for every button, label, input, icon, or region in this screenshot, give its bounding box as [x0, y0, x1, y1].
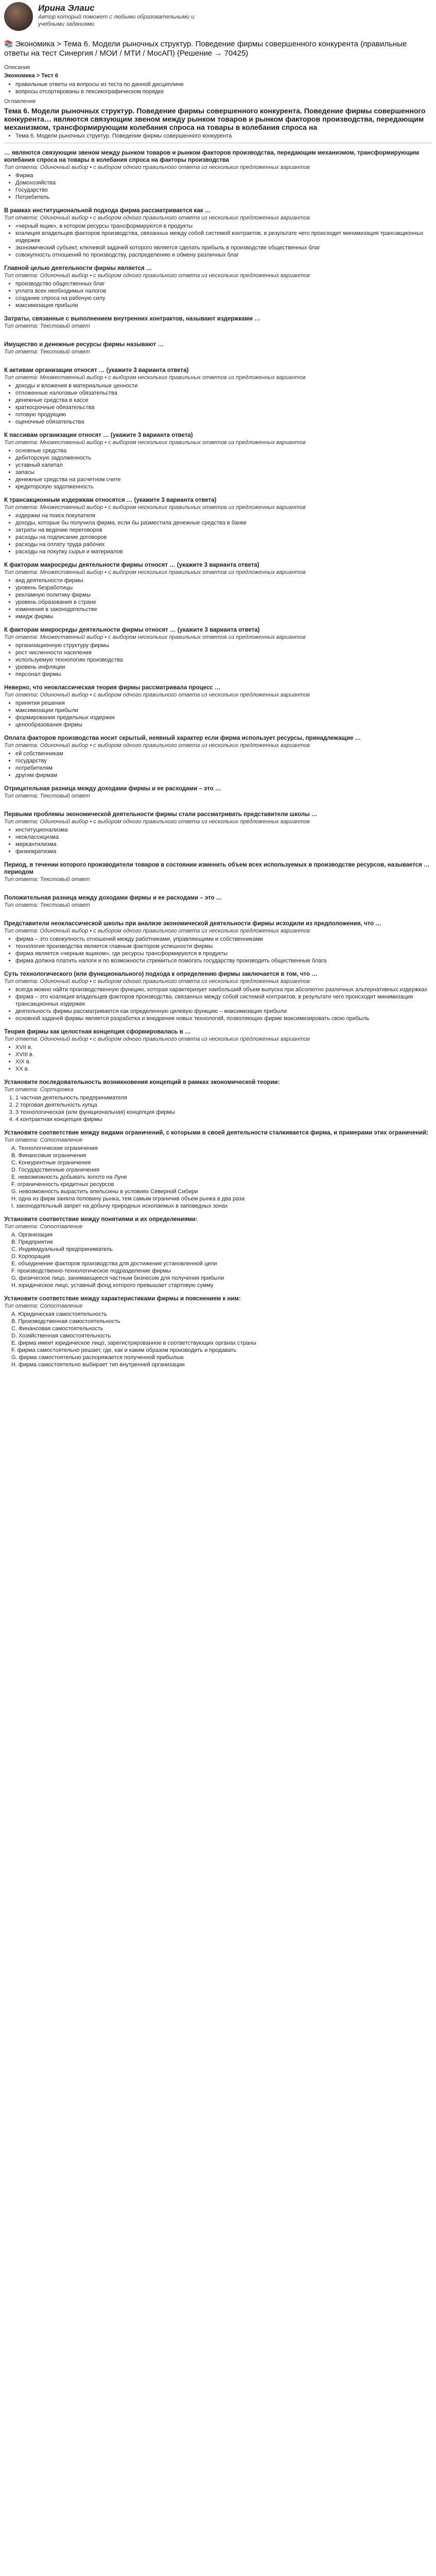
question-text: Установите соответствие между понятиями и их определениями:: [4, 1216, 198, 1223]
answer-option: • краткосрочные обязательства: [15, 404, 432, 411]
answer-option: • денежные средства в кассе: [15, 397, 432, 404]
question-text: Представители неоклассической школы при анализе экономической деятельности фирмы исходили из предположения, что …: [4, 921, 381, 927]
answer-option: D. Государственные ограничения: [11, 1167, 99, 1173]
question-text: В рамках институциональной подхода фирма рассматривается как …: [4, 208, 211, 214]
answer-option: • расходы на покупку сырья и материалов: [15, 548, 432, 555]
question-block: [4, 684, 432, 728]
page-title-text: Экономика > Тема 6. Модели рыночных структур. Поведение фирмы совершенного конкурента (правильные ответы на тест Синергия / МОИ / МТИ / МосАП) (Решение → 70425): [4, 40, 407, 58]
question-block: [4, 1216, 432, 1289]
answer-option: • физиократизма: [15, 848, 432, 855]
toc-list: [4, 132, 432, 140]
description-label: Описание: [4, 64, 30, 71]
question-block: [4, 971, 432, 1022]
answer-type: Тип ответа: Одиночный выбор • с выбором одного правильного ответа из нескольких предложенных вариантов: [4, 928, 310, 934]
answer-option: • коалиция владельцев факторов производства, связанных между собой системой контрактов, в результате чего происходит минимизация трансакционных издержек: [15, 230, 432, 244]
answer-option: • денежные средства на расчетном счете: [15, 476, 432, 483]
answer-type: Тип ответа: Текстовый ответ: [4, 793, 90, 799]
question-block: [4, 1129, 432, 1210]
answer-option: H. юридическое лицо, уставный фонд которого превышает стартовую сумму: [11, 1282, 214, 1289]
answer-option: E. невозможность добывать золото на Луне: [11, 1174, 127, 1180]
answer-option: C. Конкурентные ограничения: [11, 1160, 91, 1166]
question-block: [4, 1079, 432, 1123]
answer-options: [4, 826, 432, 855]
question-text: Установите соответствие между характеристиками фирмы и пояснением к ним:: [4, 1296, 241, 1302]
answer-option: F. ограниченность кредитных ресурсов: [11, 1181, 114, 1188]
answer-options: [4, 1094, 432, 1123]
answer-type: Тип ответа: Сопоставление: [4, 1137, 83, 1143]
question-text: Суть технологического (или функционального) подхода к определению фирмы заключается в том, что …: [4, 971, 318, 977]
answer-type: Тип ответа: Текстовый ответ: [4, 323, 90, 329]
answer-option: • деятельность фирмы рассматривается как определенную целевую функцию – максимизация прибыли: [15, 1008, 432, 1015]
question-block: [4, 626, 432, 678]
answer-option: • фирма – это совокупность отношений между работниками, управляющими и собственниками: [15, 936, 432, 943]
answer-option: • дебиторскую задолженность: [15, 454, 432, 462]
author-name[interactable]: Ирина Элаис: [38, 3, 95, 13]
answer-option: • XX в.: [15, 1065, 432, 1073]
answer-option: • организационную структуру фирмы: [15, 642, 432, 649]
answer-option: • XIX в.: [15, 1058, 432, 1065]
page-title: [4, 39, 432, 58]
answer-option: 4. 4 контрактная концепция фирмы: [15, 1116, 432, 1123]
answer-type: Тип ответа: Одиночный выбор • с выбором одного правильного ответа из нескольких предложенных вариантов: [4, 978, 310, 985]
answer-option: • создание спроса на рабочую силу: [15, 295, 432, 302]
question-text: Главной целью деятельности фирмы является …: [4, 265, 152, 272]
footer-space: [4, 1368, 432, 1379]
answer-option: • XVII в.: [15, 1044, 432, 1051]
answer-options: [4, 1145, 432, 1210]
answer-option: • оценочные обязательства: [15, 418, 432, 426]
answer-option: E. объединение факторов производства для достижения установленной цели: [11, 1261, 217, 1267]
question-text: Первыми проблемы экономической деятельности фирмы стали рассматривать представители школы …: [4, 811, 318, 818]
answer-option: • уровень безработицы: [15, 584, 432, 591]
answer-option: • ей собственникам: [15, 750, 432, 757]
answer-option: • запасы: [15, 469, 432, 476]
answer-options: [4, 223, 432, 259]
answer-option: • готовую продукцию: [15, 411, 432, 418]
answer-option: • рост численности населения: [15, 649, 432, 656]
question-block: [4, 341, 432, 361]
answer-option: H. одна из фирм заняла половину рынка, тем самым ограничив объем рынка в два раза: [11, 1196, 245, 1202]
question-block: [4, 1028, 432, 1073]
answer-options: [4, 512, 432, 555]
answer-option: • имидж фирмы: [15, 613, 432, 620]
answer-options: [4, 280, 432, 309]
answer-options: [4, 577, 432, 620]
answer-type: Тип ответа: Множественный выбор • с выбором нескольких правильных ответов из предложенных вариантов: [4, 375, 306, 381]
question-text: Установите соответствие между видами ограничений, с которыми в своей деятельности сталкивается фирма, и примерами этих ограничений:: [4, 1130, 429, 1136]
question-text: К активам организации относят … (укажите 3 варианта ответа): [4, 367, 189, 374]
answer-option: • технология производства является главным фактором успешности фирмы: [15, 943, 432, 950]
question-block: [4, 785, 432, 805]
question-text: Отрицательная разница между доходами фирмы и ее расходами – это …: [4, 786, 221, 792]
question-text: К пассивам организации относят … (укажите 3 варианта ответа): [4, 432, 193, 438]
answer-type: Тип ответа: Сортировка: [4, 1087, 74, 1093]
questions-list: [4, 149, 432, 1368]
answer-option: • фирма – это коалиция владельцев факторов производства, связанных между собой системой контрактов, в результате чего происходит минимизация трансакционных издержек: [15, 993, 432, 1008]
main-heading: Тема 6. Модели рыночных структур. Поведение фирмы совершенного конкурента. Поведение фирмы совершенного конкурента… являются связующим звеном между рынком товаров и рынком факторов производства, передающим механизмом, трансформирующим колебания спроса на товары в колебания спроса на: [4, 107, 426, 131]
answer-option: • максимизации прибыли: [15, 707, 432, 714]
answer-option: • издержки на поиск покупателя: [15, 512, 432, 519]
answer-option: • другим фирмам: [15, 772, 432, 779]
answer-option: • персонал фирмы: [15, 671, 432, 678]
question-text: Теория фирмы как целостная концепция сформировалась в …: [4, 1029, 191, 1035]
question-text: … являются связующим звеном между рынком товаров и рынком факторов производства, передающим механизмом, трансформирующим колебания спроса на товары в колебания спроса на факторы производства: [4, 150, 420, 163]
answer-option: • вид деятельности фирмы: [15, 577, 432, 584]
answer-type: Тип ответа: Одиночный выбор • с выбором одного правильного ответа из нескольких предложенных вариантов: [4, 742, 310, 749]
answer-type: Тип ответа: Текстовый ответ: [4, 876, 90, 883]
question-text: К факторам микросреды деятельности фирмы относят … (укажите 3 варианта ответа): [4, 627, 260, 633]
answer-option: • основной задачей фирмы является разработка и внедрение новых технологий, позволяющих фирме максимизировать свою прибыль: [15, 1015, 432, 1022]
answer-option: • доходы и вложения в материальные ценности: [15, 382, 432, 389]
answer-option: A. Технологические ограничения: [11, 1145, 98, 1151]
answer-options: [4, 750, 432, 779]
question-block: [4, 265, 432, 309]
answer-option: H. фирма самостоятельно выбирает тип внутренней организации: [11, 1362, 185, 1368]
question-text: Имущество и денежные ресурсы фирмы называют …: [4, 342, 164, 348]
answer-option: • уставный капитал: [15, 462, 432, 469]
answer-type: Тип ответа: Множественный выбор • с выбором нескольких правильных ответов из предложенных вариантов: [4, 569, 306, 575]
answer-option: • расходы на оплату труда рабочих: [15, 541, 432, 548]
answer-option: • государству: [15, 757, 432, 765]
question-block: [4, 920, 432, 964]
question-block: [4, 367, 432, 426]
answer-option: A. Юридическая самостоятельность: [11, 1311, 107, 1317]
toc-label: Оглавление: [4, 98, 36, 105]
question-text: Установите последовательность возникновения концепций в рамках экономической теории:: [4, 1079, 280, 1086]
answer-option: F. фирма самостоятельно решает, где, как и каким образом производить и продавать: [11, 1347, 237, 1353]
answer-option: • максимизация прибыли: [15, 302, 432, 309]
question-text: Затраты, связанные с выполнением внутренних контрактов, называют издержками …: [4, 316, 260, 322]
answer-options: [4, 700, 432, 728]
answer-options: [4, 642, 432, 678]
question-text: Неверно, что неоклассическая теория фирмы рассматривала процесс …: [4, 685, 221, 691]
answer-type: Тип ответа: Множественный выбор • с выбором нескольких правильных ответов из предложенных вариантов: [4, 634, 306, 640]
answer-option: B. Финансовые ограничения: [11, 1153, 86, 1159]
answer-option: • всегда можно найти производственную функцию, которая характеризует наибольший объем выпуска при абсолютно различных альтернативных издержках: [15, 986, 432, 993]
book-icon: 📚: [4, 40, 13, 48]
answer-option: I. законодательный запрет на добычу природных ископаемых в заповедных зонах: [11, 1203, 228, 1209]
answer-type: Тип ответа: Одиночный выбор • с выбором одного правильного ответа из нескольких предложенных вариантов: [4, 164, 310, 171]
answer-type: Тип ответа: Множественный выбор • с выбором нескольких правильных ответов из предложенных вариантов: [4, 439, 306, 446]
description-item: • правильные ответы на вопросы из теста по данной дисциплине: [15, 81, 432, 88]
description-item: • вопросы отсортированы в лексикографическом порядке: [15, 88, 432, 95]
answer-option: • фирма является «черным ящиком», где ресурсы трансформируются в продукты: [15, 950, 432, 957]
answer-option: • ценообразования фирмы: [15, 721, 432, 728]
question-block: [4, 562, 432, 620]
answer-option: • неоклассицизма: [15, 834, 432, 841]
question-block: [4, 894, 432, 914]
answer-options: [4, 1311, 432, 1368]
answer-option: • рекламную политику фирмы: [15, 591, 432, 599]
question-block: [4, 861, 432, 888]
answer-option: B. Производственная самостоятельность: [11, 1318, 120, 1325]
answer-option: G. невозможность вырастить апельсины в условиях Северной Сибири: [11, 1189, 198, 1195]
answer-option: • Потребитель: [15, 194, 432, 201]
answer-option: C. Финансовая самостоятельность: [11, 1326, 103, 1332]
answer-option: • расходы на подписание договоров: [15, 534, 432, 541]
answer-type: Тип ответа: Сопоставление: [4, 1224, 83, 1230]
answer-option: G. фирма самостоятельно распоряжается полученной прибылью: [11, 1354, 184, 1361]
answer-option: • институционализма: [15, 826, 432, 834]
answer-options: [4, 936, 432, 964]
answer-options: [4, 986, 432, 1022]
question-text: К трансакционным издержкам относятся … (укажите 3 варианта ответа): [4, 497, 217, 503]
answer-option: • Фирма: [15, 172, 432, 179]
answer-option: F. производственно-технологическое подразделение фирмы: [11, 1268, 171, 1274]
answer-option: 3. 3 технологическая (или функциональная) концепция фирмы: [15, 1109, 432, 1116]
answer-options: [4, 1044, 432, 1073]
answer-area: [4, 800, 432, 805]
answer-option: • фирма должна платить налоги и по возможности стремиться помогать государству производить общественные блага: [15, 957, 432, 964]
answer-type: Тип ответа: Одиночный выбор • с выбором одного правильного ответа из нескольких предложенных вариантов: [4, 692, 310, 698]
answer-type: Тип ответа: Одиночный выбор • с выбором одного правильного ответа из нескольких предложенных вариантов: [4, 273, 310, 279]
question-text: К факторам макросреды деятельности фирмы относят … (укажите 3 варианта ответа): [4, 562, 259, 568]
answer-option: • уплата всех необходимых налогов: [15, 287, 432, 295]
answer-type: Тип ответа: Сопоставление: [4, 1303, 83, 1309]
question-block: [4, 811, 432, 855]
answer-option: D. Хозяйственная самостоятельность: [11, 1333, 111, 1339]
answer-option: • отложенные налоговые обязательства: [15, 389, 432, 397]
answer-type: Тип ответа: Текстовый ответ: [4, 349, 90, 355]
answer-option: • уровень образования в стране: [15, 599, 432, 606]
answer-option: • кредиторскую задолженность: [15, 483, 432, 490]
answer-options: [4, 1231, 432, 1289]
answer-options: [4, 172, 432, 201]
question-block: [4, 497, 432, 555]
answer-type: Тип ответа: Одиночный выбор • с выбором одного правильного ответа из нескольких предложенных вариантов: [4, 819, 310, 825]
answer-option: • формирования предельных издержек: [15, 714, 432, 721]
question-block: [4, 735, 432, 779]
author-info: [38, 2, 213, 35]
author-block: [4, 0, 432, 35]
answer-option: • принятия решения: [15, 700, 432, 707]
answer-option: G. физическое лицо, занимающееся частным бизнесом для получения прибыли: [11, 1275, 224, 1281]
answer-area: [4, 883, 432, 888]
answer-type: Тип ответа: Текстовый ответ: [4, 902, 90, 908]
question-text: Положительная разница между доходами фирмы и ее расходами – это …: [4, 895, 222, 901]
answer-option: • меркантилизма: [15, 841, 432, 848]
breadcrumb[interactable]: Экономика > Тест 6: [4, 73, 59, 79]
answer-option: • уровень инфляции: [15, 664, 432, 671]
description-list: [4, 81, 432, 95]
answer-option: A. Организация: [11, 1232, 53, 1238]
answer-option: • Домохозяйства: [15, 179, 432, 187]
answer-option: • доходы, которые бы получила фирма, если бы разместила денежные средства в банке: [15, 519, 432, 527]
answer-option: • потребителям: [15, 765, 432, 772]
question-text: Период, в течении которого производители товаров в состоянии изменить объем всех используемых в производстве ресурсов, называется … периодом: [4, 862, 430, 875]
answer-option: • производство общественных благ: [15, 280, 432, 287]
answer-option: • Государство: [15, 187, 432, 194]
question-block: [4, 149, 432, 201]
answer-area: [4, 330, 432, 335]
answer-option: • экономический субъект, ключевой задачей которого является сделать прибыль в производстве общественных благ: [15, 244, 432, 251]
question-text: Оплата факторов производства носит скрытый, неявный характер если фирма использует ресурсы, принадлежащие …: [4, 735, 361, 741]
answer-option: D. Корпорация: [11, 1253, 50, 1260]
author-description: Автор который поможет с любыми образовательными и учебными заданиями: [38, 14, 195, 27]
answer-option: • «черный ящик», в котором ресурсы трансформируются в продукты: [15, 223, 432, 230]
answer-option: • XVIII в.: [15, 1051, 432, 1058]
answer-option: • изменения в законодательстве: [15, 606, 432, 613]
question-block: [4, 315, 432, 335]
answer-options: [4, 382, 432, 426]
answer-option: 1. 1 частная деятельность предпринимателя: [15, 1094, 432, 1101]
answer-option: • используемую технологию производства: [15, 656, 432, 664]
question-block: [4, 1295, 432, 1368]
question-block: [4, 207, 432, 259]
answer-option: 2. 2 торговая деятельность купца: [15, 1101, 432, 1109]
answer-options: [4, 447, 432, 490]
answer-area: [4, 355, 432, 361]
answer-option: • совокупность отношений по производству, распределению и обмену различных благ: [15, 251, 432, 259]
answer-type: Тип ответа: Одиночный выбор • с выбором одного правильного ответа из нескольких предложенных вариантов: [4, 215, 310, 221]
answer-area: [4, 909, 432, 914]
answer-option: E. фирма имеет юридическое лицо, зарегистрированное в соответствующих органах страны: [11, 1340, 256, 1346]
answer-option: B. Предприятие: [11, 1239, 54, 1245]
answer-option: C. Индивидуальный предприниматель: [11, 1246, 113, 1252]
toc-item[interactable]: • Тема 6. Модели рыночных структур. Поведение фирмы совершенного конкурента: [15, 132, 432, 140]
answer-option: • затраты на ведение переговоров: [15, 527, 432, 534]
author-avatar[interactable]: [4, 2, 33, 31]
answer-type: Тип ответа: Множественный выбор • с выбором нескольких правильных ответов из предложенных вариантов: [4, 504, 306, 511]
question-block: [4, 432, 432, 490]
answer-type: Тип ответа: Одиночный выбор • с выбором одного правильного ответа из нескольких предложенных вариантов: [4, 1036, 310, 1042]
answer-option: • основные средства: [15, 447, 432, 454]
